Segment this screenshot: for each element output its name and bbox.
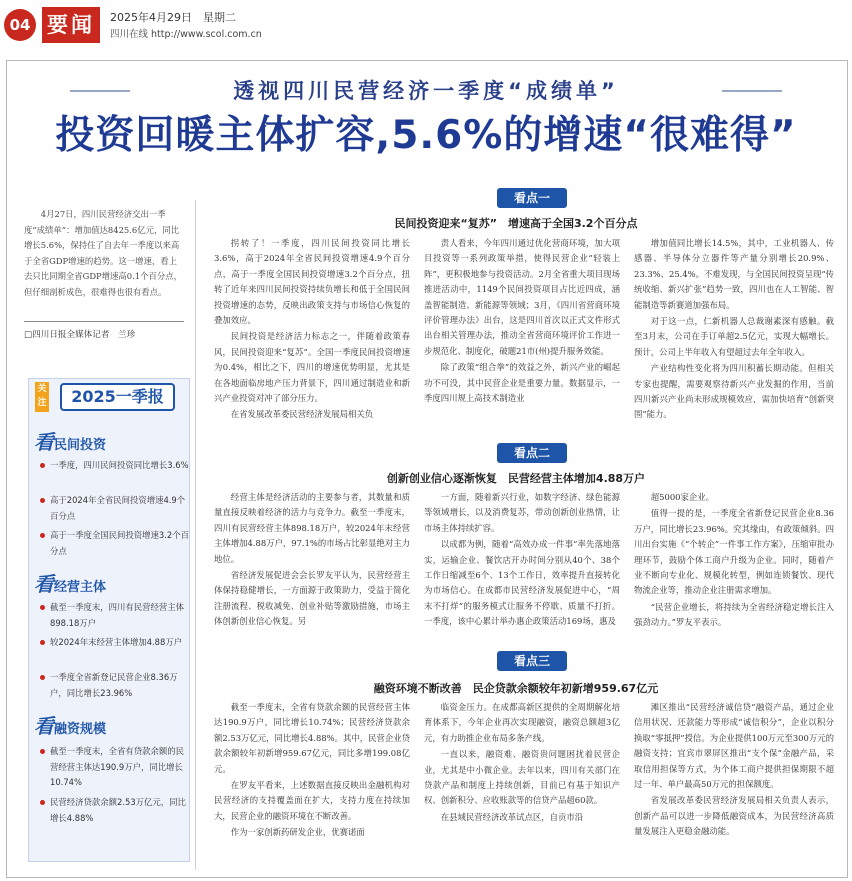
site-url[interactable]: 四川在线 http://www.scol.com.cn <box>110 29 262 40</box>
page-number: 04 <box>4 9 36 41</box>
sidebar-item: 较2024年末经营主体增加4.88万户 <box>40 635 190 651</box>
sidebar-item: 民营经济贷款余额2.53万亿元，同比增长4.88% <box>40 795 190 826</box>
sidebar-title: 2025一季报 <box>60 383 175 411</box>
sidebar-item: 高于一季度全国民间投资增速3.2个百分点 <box>40 528 190 559</box>
byline: □四川日报全媒体记者 兰珍 <box>24 330 136 340</box>
sidebar-item: 一季度，四川民间投资同比增长3.6% <box>40 458 190 474</box>
section-subtitle: 民间投资迎来“复苏” 增速高于全国3.2个百分点 <box>394 217 638 230</box>
sidebar-item: 高于2024年全省民间投资增速4.9个百分点 <box>40 493 190 524</box>
kicker: 透视四川民营经济一季度“成绩单” <box>233 79 619 103</box>
sidebar-section-title: 看经营主体 <box>34 572 107 596</box>
section-badge: 看点一 <box>497 188 567 208</box>
section-tag: 要闻 <box>42 7 100 43</box>
article-column: 截至一季度末，全省有贷款余额的民营经营主体达190.9万户，同比增长10.74%；民营经济贷款余额2.53万亿元，同比增长4.88%。其中，民营企业贷款余额较年初新增959.67亿元，同比多增199.08亿元。 在罗友平看来，上述数据直接反映出金融机构对民营经济的支持覆盖面在扩大，支持力度在持续加大，民营企业的融资环境在不断改善。 作为一家创新药研发企业，优赛诺面 <box>214 702 410 838</box>
section-subtitle: 创新创业信心逐渐恢复 民营经营主体增加4.88万户 <box>386 472 646 485</box>
page-header <box>0 0 852 52</box>
article-column: 一方面，随着新兴行业，如数字经济、绿色能源等领域增长，以及消费复苏，带动创新创业热情，让市场主体持续扩容。 以成都为例，随着“高效办成一件事”率先落地落实，运输企业、餐饮店开办时间分别从40个、38个工作日缩减至6个、13个工作日，效率提升直接转化为市场信心。在成都市民营经济发展促进中心，“周末不打烊”的服务模式让服务不停歇、质量不打折。一季度，该中心累计举办惠企政策活动169场，惠及 <box>424 492 620 627</box>
sidebar-tag: 关注 <box>35 382 49 412</box>
article-column: 经营主体是经济活动的主要参与者，其数量和质量直接反映着经济的活力与竞争力。截至一季度末，四川有民营经营主体898.18万户，较2024年末经营主体增加4.88万户，97.1%的市场占比彰显绝对主力地位。 省经济发展促进会会长罗友平认为，民营经营主体保持稳健增长，一方面源于政策助力，受益于简化注册流程、税收减免、创业补贴等激励措施，市场主体创新创业信心恢复。另 <box>214 492 410 627</box>
article-column: 超5000家企业。 值得一提的是，一季度全省新登记民营企业8.36万户，同比增长23.96%。究其缘由，有政策倾斜。四川出台实施《“个转企”一件事工作方案》，压缩审批办理环节，鼓励个体工商户升级为企业。同时，随着产业不断向专业化、规模化转型，例如连锁餐饮、现代物流企业等，推动企业注册需求增加。 “民营企业增长，将持续为全省经济稳定增长注入强劲动力。”罗友平表示。 <box>634 492 834 628</box>
byline-divider <box>24 321 184 322</box>
headline: 投资回暖主体扩容,5.6%的增速“很难得” <box>55 113 797 158</box>
article-column: 拐转了！一季度，四川民间投资同比增长3.6%，高于2024年全省民间投资增速4.9个百分点，高于一季度全国民间投资增速3.2个百分点，扭转了近年来四川民间投资持续负增长和低于全国民间投资增速的态势，反映出政策支持与市场信心恢复的叠加效应。 民间投资是经济活力标志之一，伴随着政策春风，民间投资迎来“复苏”。全国一季度民间投资增速为0.4%，相比之下，四川的增速优势明显，尤其是在各地面临房地产压力背景下，四川通过制造业和新兴产业投资对冲了部分压力。 在省发展改革委民营经济发展局相关负 <box>214 238 410 420</box>
intro-paragraph: 4月27日，四川民营经济交出一季度“成绩单”：增加值达8425.6亿元，同比增长5.6%，保持住了自去年一季度以来高于全省GDP增速的趋势。这一增速，看上去只比同期全省GDP增速高0.1个百分点，但仔细剖析成色，很难得也很有看点。 <box>24 209 182 297</box>
section-subtitle: 融资环境不断改善 民企贷款余额较年初新增959.67亿元 <box>373 682 659 695</box>
sidebar-section-title: 看融资规模 <box>34 714 107 738</box>
sidebar-item: 截至一季度末，四川有民营经营主体898.18万户 <box>40 600 190 631</box>
article-column: 临资金压力。在成都高新区提供的全周期解化培育体系下，今年企业再次实现融资，融资总额超3亿元，有力助推企业布局多条产线。 一直以来，融资难、融资贵问题困扰着民营企业，尤其是中小微企业。去年以来，四川有关部门在贷款产品和制度上持续创新，目前已有基于知识产权、创新积分、应收账款等的信贷产品超60款。 在县域民营经济改革试点区，自贡市沿 <box>424 702 620 822</box>
article-column: 增加值同比增长14.5%，其中，工业机器人、传感器、半导体分立器件等产量分别增长20.9%、23.3%、25.4%。不难发现，与全国民间投资呈现“传统收缩、新兴扩张”趋势一致，四川也在人工智能、智能制造等新赛道加强布局。 对于这一点，仁新机器人总裁谢素深有感触。截至3月末，公司在手订单超2.5亿元，实现大幅增长。预计，公司上半年收入有望超过去年全年收入。 产业结构性变化将为四川积蓄长期动能。但相关专家也提醒，需要观察待新兴产业发掘的作用，当前四川新兴产业尚未形成规模效应，需加快培育“创新突围”能力。 <box>634 238 834 420</box>
article-column: 责人看来，今年四川通过优化营商环境，加大项目投资等一系列政策举措，使得民营企业“轻装上阵”，更积极地参与投资活动。2月全省重大项目现场推进活动中，1149个民间投资项目占比近四成，涵盖智能制造、新能源等领域；3月，《四川省营商环境评价管理办法》出台，这是四川首次以正式文件形式出台相关管理办法，推动全省营商环境评价工作进一步规范化、制度化，破题21市(州)提升服务效能。 除了政策“组合拳”的效益之外，新兴产业的崛起功不可没，其中民营企业是重要力量。数据显示，一季度四川规上高技术制造业 <box>424 238 620 404</box>
sidebar-item: 一季度全省新登记民营企业8.36万户，同比增长23.96% <box>40 670 190 701</box>
issue-date: 2025年4月29日 星期二 <box>110 11 236 24</box>
sidebar-section-title: 看民间投资 <box>34 430 107 454</box>
section-badge: 看点二 <box>497 443 567 463</box>
article-column: 滩区推出“民营经济诚信贷”融资产品，通过企业信用状况、还款能力等形成“诚信积分”，企业以积分换取“零抵押”授信。为企业提供100万元至300万元的融资支持；宜宾市翠屏区推出“支个保”金融产品，采取信用担保等方式，为个体工商户提供担保期限不超过一年、单户最高50万元的担保额度。 省发展改革委民营经济发展局相关负责人表示，创新产品可以进一步降低融资成本，为民营经济高质量发展注入更稳金融动能。 <box>634 702 834 837</box>
section-badge: 看点三 <box>497 651 567 671</box>
column-divider <box>195 200 196 870</box>
sidebar-item: 截至一季度末，全省有贷款余额的民营经营主体达190.9万户，同比增长10.74% <box>40 744 190 791</box>
